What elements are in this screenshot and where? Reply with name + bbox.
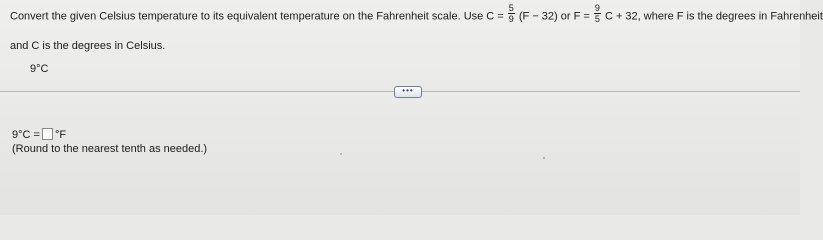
fraction-five-ninths — [508, 3, 515, 24]
question-text-part-b: (F − 32) or F = — [518, 10, 590, 23]
answer-input-box[interactable] — [42, 128, 53, 140]
question-line-1 — [10, 3, 823, 36]
answer-row — [12, 128, 66, 142]
question-line-2: and C is the degrees in Celsius. — [10, 40, 166, 52]
screen-speck — [340, 153, 342, 155]
answer-unit: °F — [54, 129, 67, 141]
expand-button[interactable]: ••• — [394, 86, 422, 98]
screen-speck — [543, 157, 545, 159]
fraction-denominator: 5 — [594, 14, 600, 24]
fraction-nine-fifths — [594, 3, 601, 24]
question-text-part-a: Convert the given Celsius temperature to its equivalent temperature on the Fahrenheit scale. Use C = — [10, 10, 504, 23]
question-text — [10, 3, 823, 54]
given-temperature: 9°C — [30, 63, 49, 75]
fraction-numerator: 9 — [594, 3, 600, 13]
rounding-hint: (Round to the nearest tenth as needed.) — [12, 143, 208, 155]
fraction-numerator: 5 — [508, 3, 514, 13]
question-text-part-c: C + 32, where F is the degrees in Fahrenheit — [604, 10, 823, 23]
fraction-denominator: 9 — [508, 14, 514, 24]
answer-prefix: 9°C = — [12, 129, 40, 141]
